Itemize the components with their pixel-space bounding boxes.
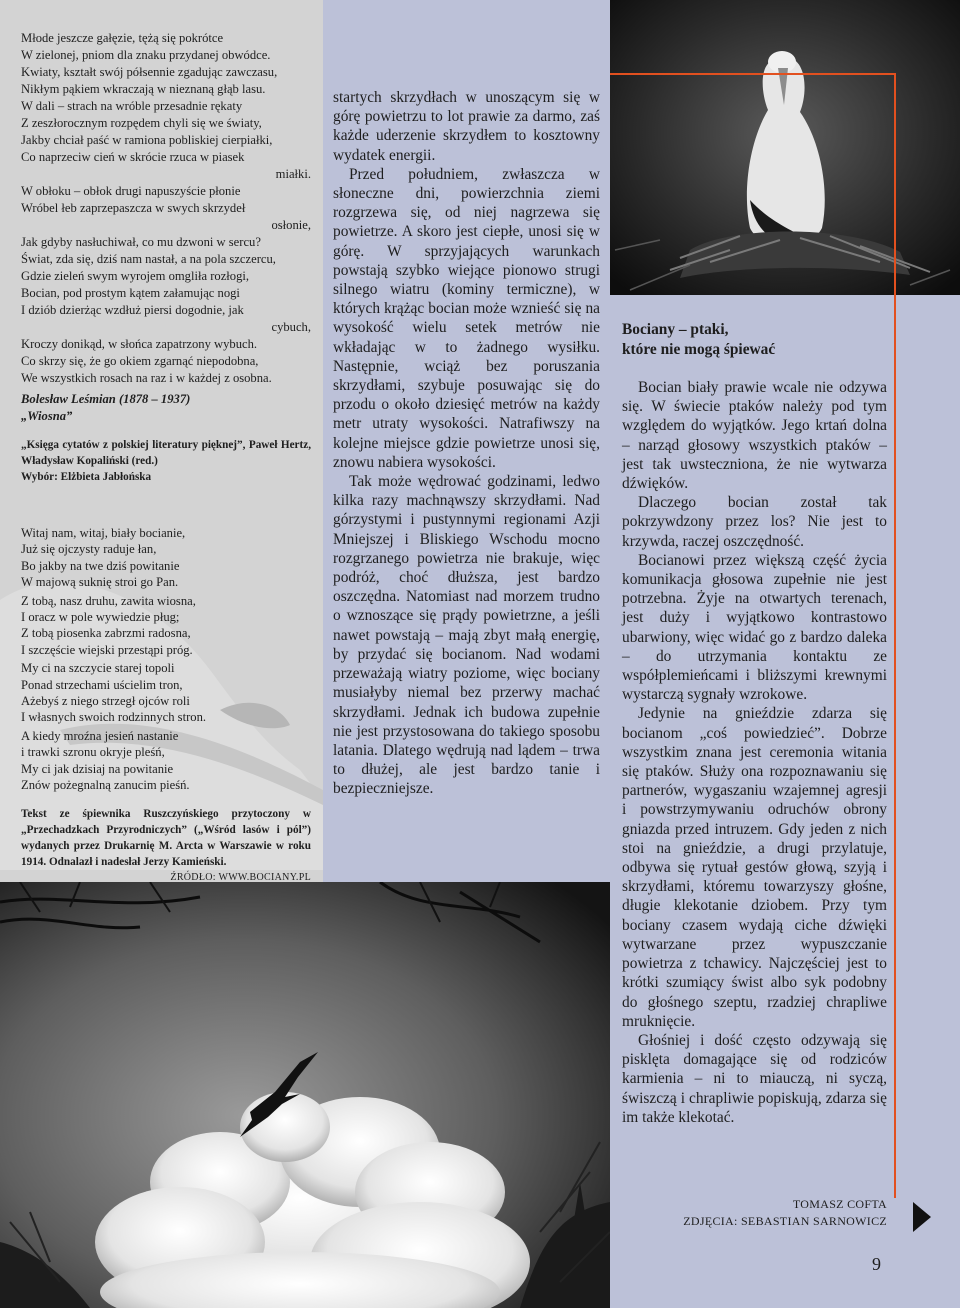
poem-line: cybuch, [271,320,311,334]
credits [610,1196,887,1230]
song-stanza [21,728,311,794]
poem-line: We wszystkich rosach na raz i w każdej z osobna. [21,371,272,385]
poem-line: W dali – strach na wróble przesadnie rękaty [21,99,243,113]
poem-author: Bolesław Leśmian (1878 – 1937) [21,392,191,406]
stork-on-nest-photo [610,0,960,295]
article-paragraph: Bocianowi przez większą część życia komunikacja głosowa zupełnie nie jest potrzebna. Żyje na otwartych terenach, jest duży i wyjątkowo kontrastowo ubarwiony, więc widać go z bardzo daleka – do utrzymania kontaktu ze współplemieńcami i bliższymi krewnymi wystarczą sygnały wzrokowe. [622,551,887,704]
poem-line: Bocian, pod prostym kątem załamując nogi [21,286,240,300]
next-page-arrow-icon [913,1202,931,1232]
song-line: My ci na szczycie starej topoli [21,661,175,676]
article-paragraph: Dlaczego bocian został tak pokrzywdzony przez los? Nie jest to krzywda, raczej oszczędność. [622,494,887,550]
source-website: ŹRÓDŁO: WWW.BOCIANY.PL [170,871,311,883]
song-stanza [21,525,311,591]
article-middle-column [333,88,600,799]
flying-stork-clouds-photo [0,882,610,1308]
poem-line: Co skrzy się, że go okiem zgarnąć niepodobna, [21,354,259,368]
song-line: My ci jak dzisiaj na powitanie [21,761,174,776]
article-paragraph: Przed południem, zwłaszcza w słoneczne dni, powierzchnia ziemi rozgrzewa się, od niej nagrzewa się powietrze. A skoro jest ciepłe, unosi się w górę. W sprzyjających warunkach powstają szybko wiejące pionowo strugi silnego wiatru (kominy termiczne), w których krążąc bocian może wznieść się na wysokość wielu setek metrów nie wkładając w to żadnego wysiłku. Następnie, wciąż bez poruszania skrzydłami, szybuje posuwając się do przodu o około dziesięć metrów na każdy metr utraty wysokości. Natrafiwszy na kolejne miejsce gdzie powietrze unosi się, znowu nabiera wysokości. [333,165,600,471]
author-credit: TOMASZ COFTA [792,1197,887,1211]
song-stanza [21,660,311,726]
poem-line: Nikłym pąkiem wkraczają w nieznaną głąb lasu. [21,82,266,96]
sidebar-heading [622,320,892,360]
article-paragraph: Głośniej i dość często odzywają się pisklęta domagające się od rodziców karmienia – ni to miauczą, ni syczą, świszczą i chrapliwie popiskują, zdarza się im także klekotać. [622,1031,887,1126]
song-block [21,525,311,883]
page-number: 9 [872,1254,881,1274]
song-line: i trawki szronu okryje pleśń, [21,745,165,760]
poem-title: „Wiosna” [21,409,73,423]
poem-line: Kwiaty, kształt swój półsennie zgadując zawczasu, [21,65,278,79]
poem-line: W obłoku – obłok drugi napuszyście płonie [21,184,241,198]
song-line: Znów pożegnalną zanucim pieśń. [21,778,190,793]
poem-line: Z zeszłorocznym rozpędem chyli się we światy, [21,116,262,130]
poem-line: Co naprzeciw cień w skrócie rzuca w piasek [21,150,245,164]
article-paragraph: Tak może wędrować godzinami, ledwo kilka razy machnąwszy skrzydłami. Nad górzystymi i pustynnymi regionami Azji Mniejszej i Bliskiego Wschodu mocno rozgrzanego powietrza nie brakuje, więc podróż, choć dłuższa, jest bardzo oszczędna. Natomiast nad morzem trudno o wznoszące się prądy powietrzne, a jeśli nawet powstają – mają zbyt małą energię, by przydać się bocianom. Nad wodami przeważają wiatry poziome, więc bociany musiałyby niemal bez przerwy machać skrzydłami. Jednak ich budowa zupełnie nie jest przystosowana do takiego sposobu latania. Dlatego wędrują nad lądem – trwa to dłużej, ale jest bardzo tanie i bezpieczniejsze. [333,473,600,798]
poem-line: Kroczy donikąd, w słońca zapatrzony wybuch. [21,337,258,351]
orange-frame-top [610,73,896,75]
poem-line: Gdzie zieleń swym wyrojem omgliła rozłogi, [21,269,250,283]
sidebar-heading-line: Bociany – ptaki, [622,321,729,338]
poem-selection-credit: Wybór: Elżbieta Jabłońska [21,471,152,483]
poem-line: miałki. [275,167,311,181]
song-line: Z tobą, nasz druhu, zawita wiosna, [21,593,196,608]
photo-credit: ZDJĘCIA: SEBASTIAN SARNOWICZ [683,1214,887,1228]
song-line: I szczęście wiejski przestąpi próg. [21,642,193,657]
article-paragraph: Jedynie na gnieździe zdarza się bocianom „coś powiedzieć”. Dobrze wszystkim znana jest ceremonia witania się ptaków. Służy ona rozpoznawaniu się partnerów, wygaszaniu wzajemnej agresji i powstrzymywaniu odruchów obrony gniazda przed intruzem. Gdy jeden z nich stoi na gnieździe, a drugi przylatuje, odbywa się rytuał gestów głową, szyją i skrzydłami, któremu towarzyszy głośne, długie klekotanie dziobem. Przy tym bociany czasem wydają ciche dźwięki wytwarzane przez wypuszczanie powietrza z tchawicy. Najczęściej jest to krótki szumiący świst albo syk podobny do głośnego szeptu, rzadziej chrapliwe mruknięcie. [622,705,887,1030]
orange-frame-right [894,73,896,1198]
poem-line: Świat, zda się, dziś nam nastał, a na pola szczercu, [21,252,276,266]
song-source-note [21,806,311,883]
song-line: Z tobą piosenka zabrzmi radosna, [21,626,191,641]
song-line: A kiedy mroźna jesień nastanie [21,728,179,743]
article-paragraph: Bocian biały prawie wcale nie odzywa się. W świecie ptaków należy pod tym względem do wyjątków. Jego krtań dolna – narząd głosowy wszystkich ptaków – jest tak uwsteczniona, że nie wytwarza dźwięków. [622,379,887,493]
poem-line: Młode jeszcze gałęzie, tężą się pokrótce [21,31,224,45]
song-line: Ażebyś z niego strzegł ojców roli [21,694,190,709]
poem-line: Jak gdyby nasłuchiwał, co mu dzwoni w sercu? [21,235,261,249]
song-line: I oracz w pole wywiedzie pług; [21,610,180,625]
song-line: Witaj nam, witaj, biały bocianie, [21,526,186,540]
song-line: Bo jakby na twe dziś powitanie [21,558,180,573]
poem-line: I dziób dzierżąc wzdłuż piersi dogodnie, jak [21,303,244,317]
poem-line: Jakby chciał paść w ramiona pobliskiej cierpiałki, [21,133,273,147]
poem-line: W zielonej, pniom dla znaku przydanej obwódce. [21,48,271,62]
sidebar-heading-line: które nie mogą śpiewać [622,341,776,358]
song-note-text: Tekst ze śpiewnika Ruszczyńskiego przytoczony w „Przechadzkach Przyrodniczych” („Wśród lasów i pól”) wydanych przez Drukarnię M. Arcta w Warszawie w roku 1914. Odnalazł i nadesłał Jerzy Kamieński. [21,807,311,868]
article-right-column [622,378,887,1127]
song-line: Już się ojczysty raduje łan, [21,542,157,557]
song-line: Ponad strzechami uścielim tron, [21,677,183,692]
song-stanza [21,593,311,659]
poem-source-book: „Księga cytatów z polskiej literatury pięknej”, Paweł Hertz, Władysław Kopaliński (red.) [21,439,311,467]
song-line: W majową suknię stroi go Pan. [21,575,179,590]
poem-block [21,30,311,886]
poem-line: Wróbel łeb zaprzepaszcza w swych skrzydeł [21,201,246,215]
poem-line: osłonie, [271,218,311,232]
song-line: I własnych swoich rodzinnych stron. [21,710,207,725]
article-paragraph: startych skrzydłach w unoszącym się w górę powietrzu to lot prawie za darmo, zaś każde uderzenie skrzydłem to kosztowny wydatek energii. [333,89,600,164]
